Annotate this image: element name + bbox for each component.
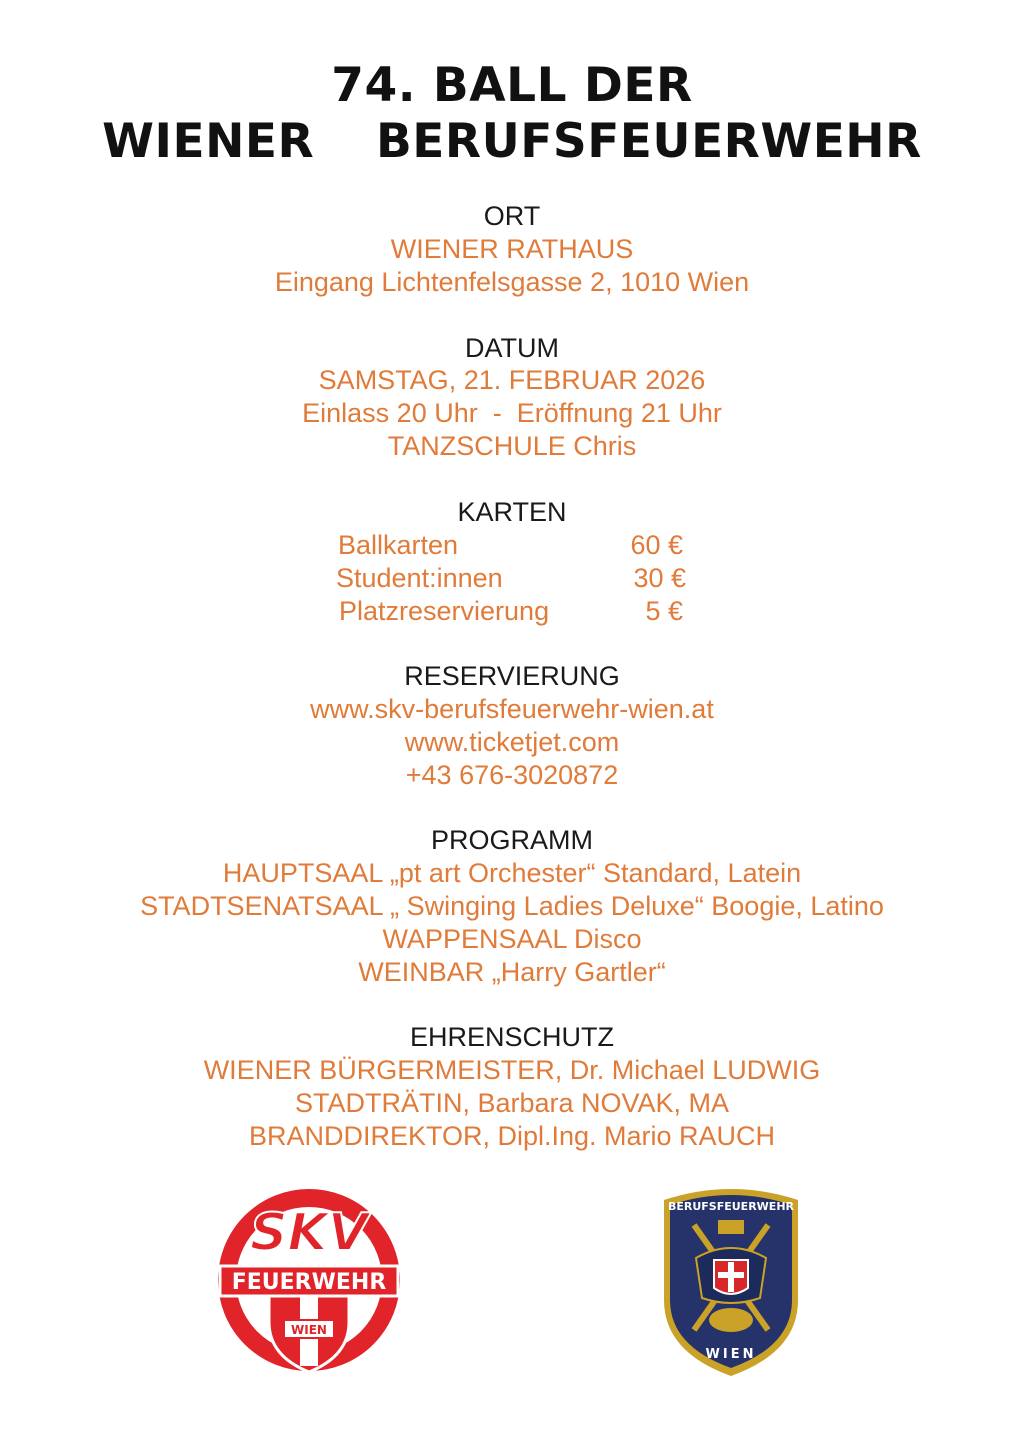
price-label: Student:innen: [336, 563, 503, 593]
skv-letters: SKV: [250, 1203, 368, 1263]
feuerwehr-band-text: FEUERWEHR: [231, 1270, 387, 1295]
price-value: 5 €: [645, 596, 683, 626]
price-label: Ballkarten: [338, 530, 459, 560]
ehrenschutz-item: BRANDDIREKTOR, Dipl.Ing. Mario RAUCH: [248, 1121, 776, 1151]
datum-school: TANZSCHULE Chris: [387, 431, 637, 461]
programm-item: STADTSENATSAAL „ Swinging Ladies Deluxe“ Boogie, Latino: [140, 891, 884, 921]
ehrenschutz-heading: EHRENSCHUTZ: [409, 1022, 614, 1052]
badge-top-text: BERUFSFEUERWEHR: [667, 1200, 795, 1213]
ort-venue: WIENER RATHAUS: [390, 234, 634, 264]
badge-bottom-text: WIEN: [705, 1347, 757, 1362]
ort-heading: ORT: [483, 201, 541, 231]
datum-heading: DATUM: [465, 333, 559, 363]
reservierung-phone: +43 676-3020872: [405, 760, 619, 790]
title-line-2: WIENER BERUFSFEUERWEHR: [102, 114, 922, 169]
ehrenschutz-item: WIENER BÜRGERMEISTER, Dr. Michael LUDWIG: [203, 1055, 821, 1085]
datum-date: SAMSTAG, 21. FEBRUAR 2026: [318, 365, 706, 395]
reservierung-web-ticketjet: www.ticketjet.com: [404, 727, 620, 757]
skv-feuerwehr-logo: [214, 1180, 404, 1380]
programm-item: WAPPENSAAL Disco: [382, 924, 642, 954]
wien-plate-text: WIEN: [291, 1323, 327, 1337]
title-line-1: 74. BALL DER: [331, 58, 693, 113]
karten-heading: KARTEN: [457, 497, 567, 527]
price-value: 60 €: [630, 530, 683, 560]
ehrenschutz-item: STADTRÄTIN, Barbara NOVAK, MA: [294, 1088, 730, 1118]
berufsfeuerwehr-wien-badge: [656, 1180, 806, 1380]
ort-address: Eingang Lichtenfelsgasse 2, 1010 Wien: [274, 267, 750, 297]
reservierung-web-skv: www.skv-berufsfeuerwehr-wien.at: [310, 694, 714, 724]
datum-times: Einlass 20 Uhr - Eröffnung 21 Uhr: [302, 398, 722, 428]
programm-heading: PROGRAMM: [431, 825, 593, 855]
programm-item: WEINBAR „Harry Gartler“: [358, 957, 666, 987]
price-value: 30 €: [633, 563, 686, 593]
reservierung-heading: RESERVIERUNG: [404, 661, 620, 691]
programm-item: HAUPTSAAL „pt art Orchester“ Standard, Latein: [222, 858, 802, 888]
price-label: Platzreservierung: [339, 596, 550, 626]
